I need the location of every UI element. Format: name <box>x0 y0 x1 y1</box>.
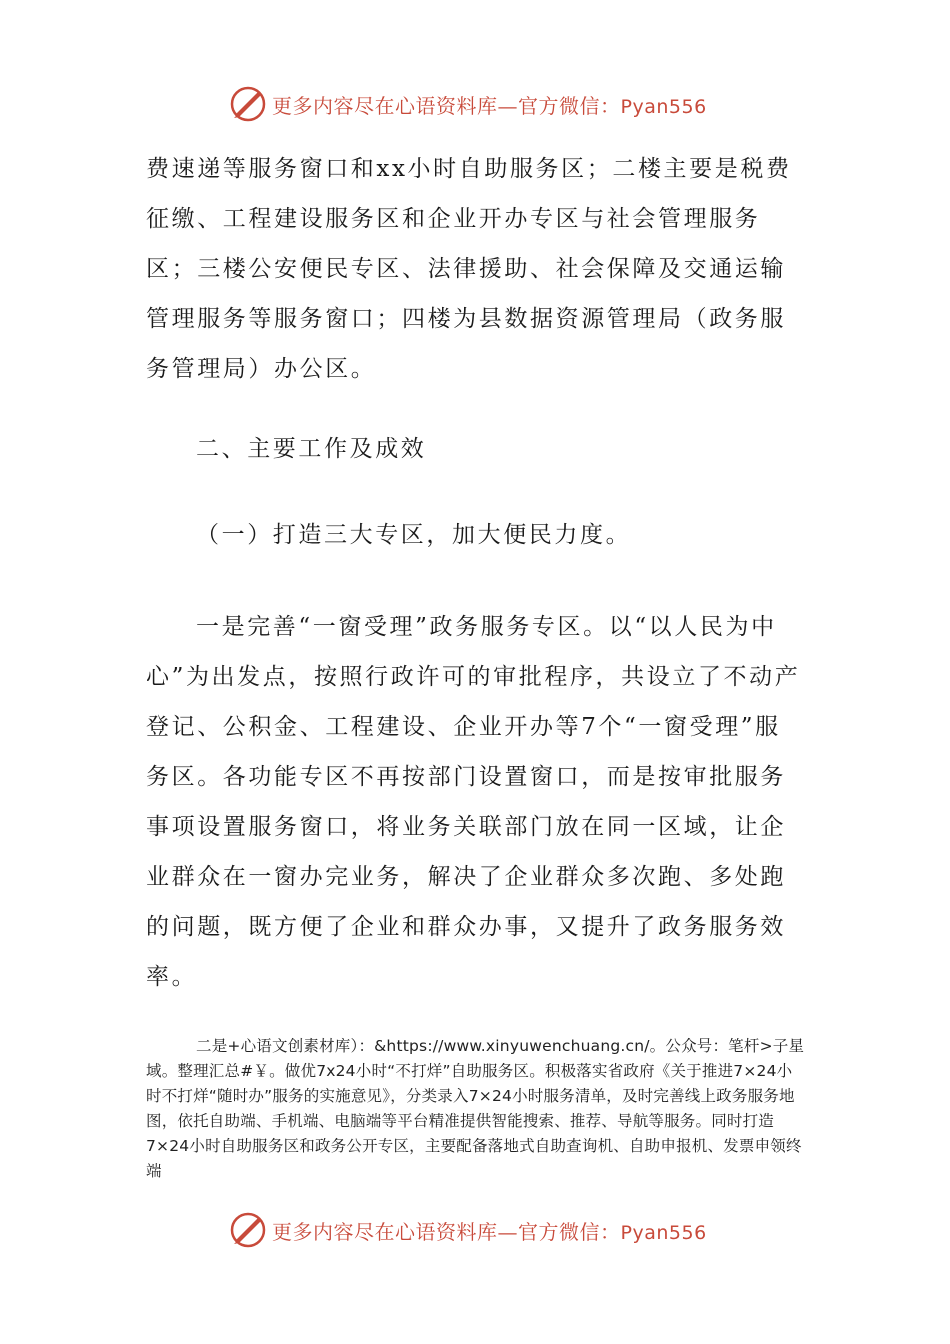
pen-logo-icon <box>228 1210 268 1250</box>
pen-logo-icon <box>228 84 268 124</box>
section-heading: 二、主要工作及成效 <box>196 436 427 462</box>
footer-watermark <box>228 1208 707 1252</box>
paragraph-one-window: 一是完善“一窗受理”政务服务专区。以“以人民为中心”为出发点，按照行政许可的审批程序，共设立了不动产登记、公积金、工程建设、企业开办等7个“一窗受理”服务区。各功能专区不再按部门设置窗口，而是按审批服务事项设置服务窗口，将业务关联部门放在同一区域，让企业群众在一窗办完业务，解决了企业群众多次跑、多处跑的问题，既方便了企业和群众办事，又提升了政务服务效率。 <box>146 614 801 990</box>
watermark-text: 更多内容尽在心语资料库—官方微信：Pyan556 <box>272 93 707 118</box>
paragraph-self-service: 二是+心语文创素材库）：&https://www.xinyuwenchuang.cn/。公众号：笔杆>子星域。整理汇总#￥。做优7x24小时“不打烊”自助服务区。积极落实省政府《关于推进7×24小时不打烊“随时办”服务的实施意见》，分类录入7×24小时服务清单，及时完善线上政务服务地图，依托自助端、手机端、电脑端等平台精准提供智能搜索、推荐、导航等服务。同时打造7×24小时自助服务区和政务公开专区，主要配备落地式自助查询机、自助申报机、发票申领终端 <box>146 1037 805 1180</box>
subsection-heading: （一）打造三大专区，加大便民力度。 <box>196 522 632 548</box>
watermark-text: 更多内容尽在心语资料库—官方微信：Pyan556 <box>272 1219 707 1244</box>
header-watermark <box>228 82 707 126</box>
paragraph-floors: 费速递等服务窗口和xx小时自助服务区；二楼主要是税费征缴、工程建设服务区和企业开办专区与社会管理服务区；三楼公安便民专区、法律援助、社会保障及交通运输管理服务等服务窗口；四楼为县数据资源管理局（政务服务管理局）办公区。 <box>146 156 792 382</box>
